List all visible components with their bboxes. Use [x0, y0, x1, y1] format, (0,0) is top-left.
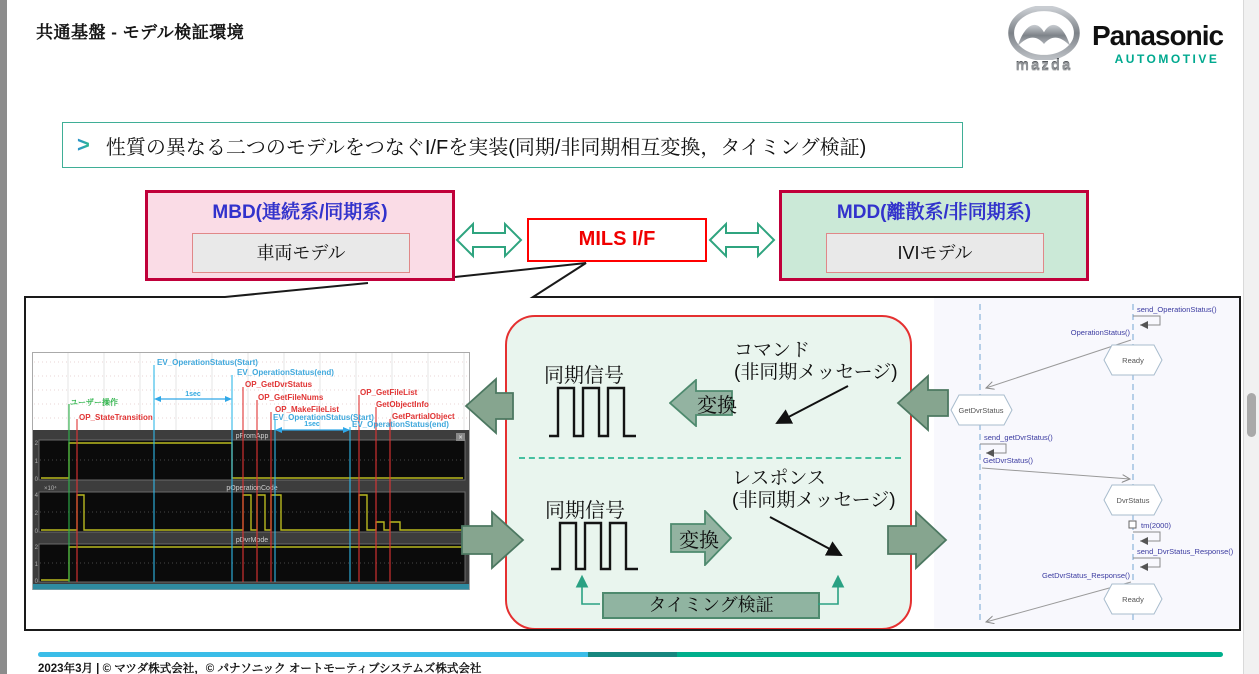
svg-text:1: 1 [34, 459, 38, 465]
state-getdvrstatus [951, 395, 1012, 425]
sync-async-divider [519, 457, 901, 459]
timer-icon [1129, 521, 1136, 528]
svg-text:0: 0 [34, 477, 38, 483]
svg-text:DvrStatus: DvrStatus [1116, 496, 1150, 505]
mdd-title: MDD(離散系/非同期系) [836, 202, 1032, 223]
footer-bar-green [677, 652, 1223, 657]
svg-text:EV_OperationStatus(Start): EV_OperationStatus(Start) [157, 358, 258, 367]
mdd-block [779, 190, 1089, 281]
svg-text:OP_MakeFileList: OP_MakeFileList [275, 405, 340, 414]
scrollbar-thumb[interactable] [1247, 393, 1256, 437]
message-label: send_DvrStatus_Response() [1137, 547, 1234, 556]
svg-text:OP_GetDvrStatus: OP_GetDvrStatus [245, 380, 313, 389]
svg-text:GetDvrStatus: GetDvrStatus [958, 406, 1004, 415]
scope-screenshot [32, 352, 470, 590]
svg-text:4: 4 [34, 493, 38, 499]
left-edge-strip [0, 0, 7, 674]
panel-title: pOperationCode [226, 485, 278, 492]
self-message-arrow [1133, 558, 1160, 567]
self-message-arrow [1133, 316, 1160, 325]
svg-text:OP_GetFileList: OP_GetFileList [360, 388, 418, 397]
axis-scale-label: ×10⁴ [44, 486, 57, 492]
message-label: send_getDvrStatus() [984, 433, 1053, 442]
message-label: OperationStatus() [1070, 328, 1130, 337]
self-message-arrow [1133, 532, 1160, 541]
footer-bar-teal [588, 652, 677, 657]
svg-text:EV_OperationStatus(Start): EV_OperationStatus(Start) [273, 413, 374, 422]
response-message-label: レスポンス (非同期メッセージ) [732, 468, 896, 512]
footer-accent-bar [38, 652, 1223, 657]
vehicle-model-box: 車両モデル [192, 233, 410, 273]
svg-text:OP_StateTransition: OP_StateTransition [79, 413, 153, 422]
svg-text:2: 2 [34, 441, 38, 447]
svg-text:EV_OperationStatus(end): EV_OperationStatus(end) [352, 420, 449, 429]
panasonic-automotive-label: AUTOMOTIVE [1114, 52, 1220, 66]
square-wave-icon-lower [549, 518, 641, 572]
footer-copyright: 2023年3月 | © マツダ株式会社，© パナソニック オートモーティブシステムズ株式会社 [38, 663, 482, 674]
message-label: GetDvrStatus_Response() [1042, 571, 1130, 580]
page-title: 共通基盤 - モデル検証環境 [36, 23, 245, 42]
svg-text:2: 2 [34, 511, 38, 517]
mazda-wordmark: mazda [1015, 57, 1073, 74]
mils-if-converter-box [505, 315, 912, 630]
timing-verification-box: タイミング検証 [602, 592, 820, 619]
mbd-title: MBD(連続系/同期系) [212, 202, 388, 223]
svg-text:ユーザー操作: ユーザー操作 [70, 398, 118, 407]
headline-text: 性質の異なる二つのモデルをつなぐI/Fを実装(同期/非同期相互変換，タイミング検証) [105, 136, 867, 159]
convert-label-lower: 変換 [679, 530, 719, 552]
mazda-logo-icon [1007, 6, 1081, 60]
panel-title: pFromApp [235, 433, 269, 440]
svg-text:×: × [458, 434, 463, 442]
sync-signal-label-upper: 同期信号 [544, 365, 624, 387]
bullet-chevron-icon: > [77, 132, 90, 157]
message-arrow [982, 468, 1130, 479]
svg-text:GetPartialObject: GetPartialObject [392, 412, 455, 421]
mils-if-block: MILS I/F [527, 218, 707, 262]
svg-text:GetObjectInfo: GetObjectInfo [376, 400, 429, 409]
sync-signal-label-lower: 同期信号 [545, 500, 625, 522]
state-ready-bottom [1104, 584, 1162, 614]
svg-text:OP_GetFileNums: OP_GetFileNums [258, 393, 324, 402]
scope-close-icon [456, 433, 465, 442]
bidirectional-arrow-icon-left [457, 224, 521, 256]
message-label: send_OperationStatus() [1137, 305, 1217, 314]
headline-box [62, 122, 963, 168]
message-label: GetDvrStatus() [983, 456, 1034, 465]
svg-text:Ready: Ready [1122, 356, 1144, 365]
command-message-label: コマンド (非同期メッセージ) [734, 340, 898, 384]
panel-title: pDvrMode [235, 537, 269, 544]
scrollbar-track[interactable] [1243, 0, 1259, 674]
interval-label: 1sec [304, 421, 320, 428]
state-dvrstatus [1104, 485, 1162, 515]
state-ready-top [1104, 345, 1162, 375]
bidirectional-arrow-icon-right [710, 224, 774, 256]
svg-text:0: 0 [34, 529, 38, 535]
svg-text:EV_OperationStatus(end): EV_OperationStatus(end) [237, 368, 334, 377]
mbd-block [145, 190, 455, 281]
panasonic-logo: Panasonic [1092, 20, 1224, 51]
square-wave-icon-upper [547, 383, 639, 439]
sequence-diagram-panel [934, 298, 1240, 628]
interval-label: 1sec [185, 391, 201, 398]
ivi-model-box: IVIモデル [826, 233, 1044, 273]
convert-label-upper: 変換 [697, 395, 737, 417]
svg-text:1: 1 [34, 562, 38, 568]
self-message-arrow [980, 444, 1006, 453]
footer-bar-blue [38, 652, 588, 657]
svg-text:0: 0 [34, 579, 38, 585]
svg-text:Ready: Ready [1122, 595, 1144, 604]
svg-text:2: 2 [34, 545, 38, 551]
timer-label: tm(2000) [1141, 521, 1172, 530]
